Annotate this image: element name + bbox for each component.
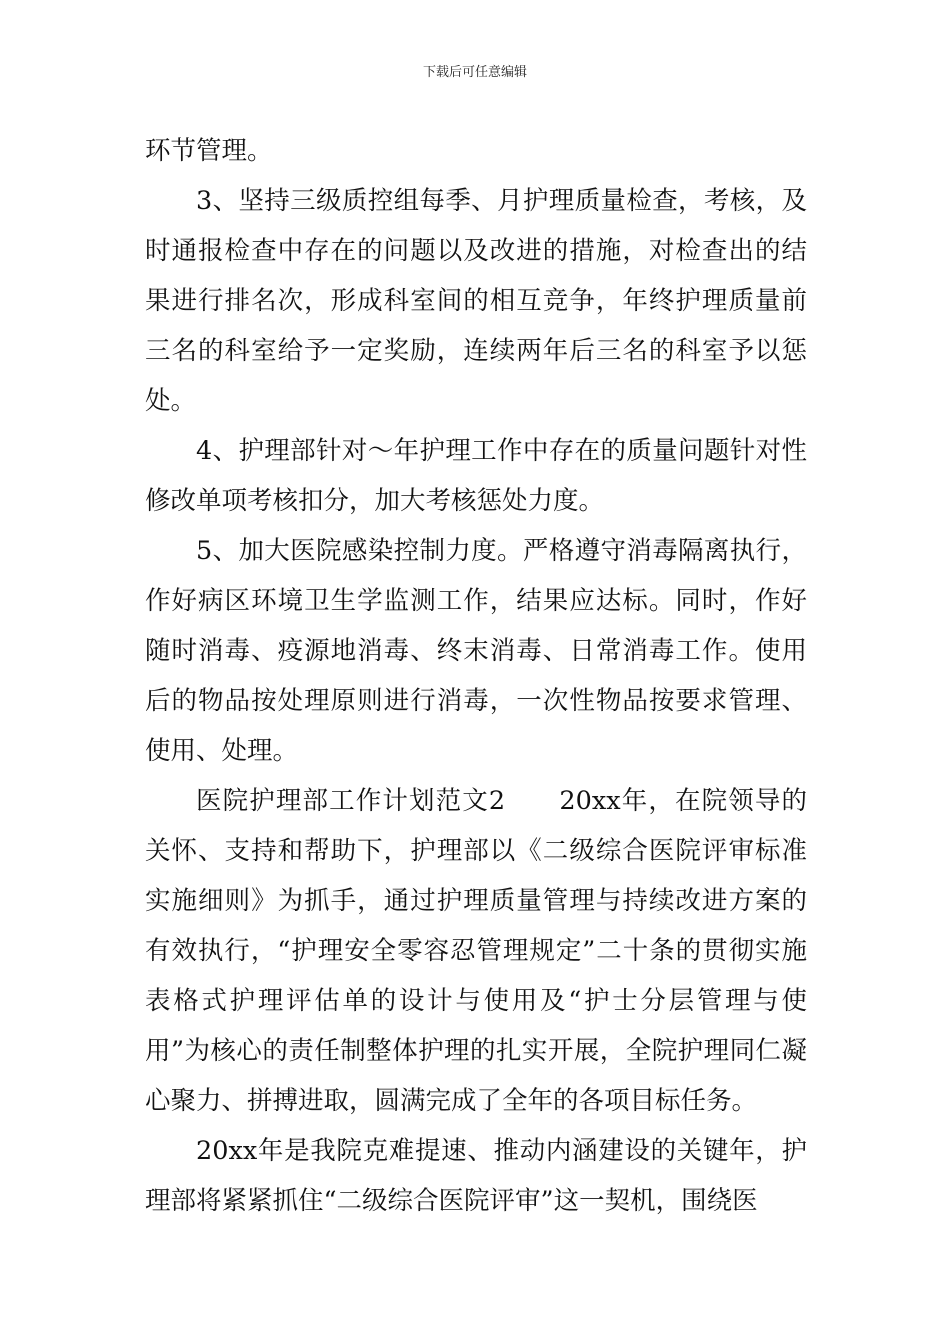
paragraph-item-4: 4、护理部针对～年护理工作中存在的质量问题针对性修改单项考核扣分，加大考核惩处力度。 (145, 436, 807, 516)
document-body (145, 126, 807, 1226)
paragraph-item-5: 5、加大医院感染控制力度。严格遵守消毒隔离执行，作好病区环境卫生学监测工作，结果应达标。同时，作好随时消毒、疫源地消毒、终末消毒、日常消毒工作。使用后的物品按处理原则进行消毒，一次性物品按要求管理、使用、处理。 (145, 536, 807, 766)
paragraph-plan-intro: 20xx年是我院克难提速、推动内涵建设的关键年，护理部将紧紧抓住“二级综合医院评审”这一契机，围绕医 (145, 1136, 807, 1216)
paragraph-item-3: 3、坚持三级质控组每季、月护理质量检查，考核，及时通报检查中存在的问题以及改进的措施，对检查出的结果进行排名次，形成科室间的相互竞争，年终护理质量前三名的科室给予一定奖励，连续两年后三名的科室予以惩处。 (145, 186, 807, 416)
page-header: 下载后可任意编辑 (422, 65, 527, 80)
paragraph-section-title: 医院护理部工作计划范文2 20xx年，在院领导的关怀、支持和帮助下，护理部以《二级综合医院评审标准实施细则》为抓手，通过护理质量管理与持续改进方案的有效执行，“护理安全零容忍管理规定”二十条的贯彻实施表格式护理评估单的设计与使用及“护士分层管理与使用”为核心的责任制整体护理的扎实开展，全院护理同仁凝心聚力、拼搏进取，圆满完成了全年的各项目标任务。 (145, 786, 807, 1116)
paragraph-continued: 环节管理。 (145, 136, 273, 166)
